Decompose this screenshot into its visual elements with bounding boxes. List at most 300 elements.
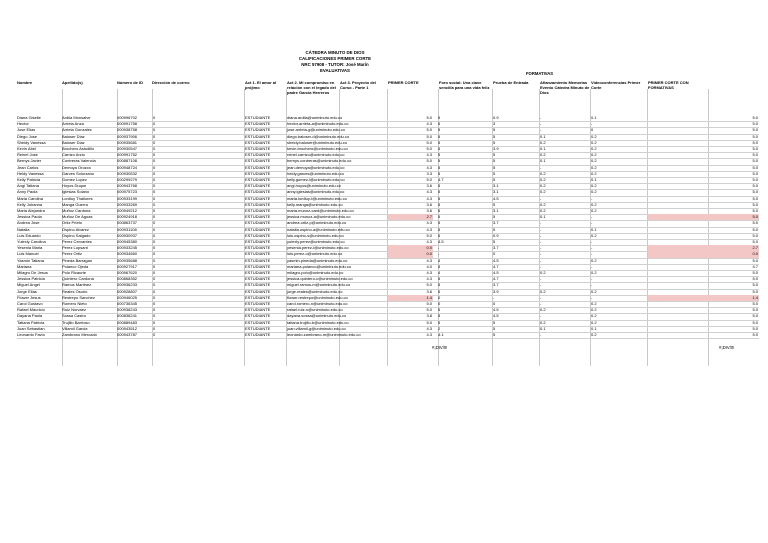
table-cell: 0.2 (540, 208, 546, 213)
table-cell: - (540, 313, 542, 319)
table-cell: 4.3 (426, 257, 432, 263)
table-cell: 5 (438, 121, 441, 127)
table-cell: 0.2 (591, 313, 597, 319)
table-cell: ESTUDIANTE (245, 251, 271, 257)
table-cell: ESTUDIANTE (245, 164, 271, 170)
table-cell: ESTUDIANTE (245, 115, 271, 120)
table-cell: Jorge Elias (17, 288, 37, 294)
table-cell: 4.3 (426, 152, 432, 158)
table-cell: 3.6 (426, 201, 432, 207)
table-cell: 0.2 (591, 307, 597, 313)
table-cell: - (591, 263, 593, 269)
header-act3: Act 3. Proyecto del Curso - Parte 1 (340, 80, 377, 91)
table-cell: Milagro De Jesus (17, 270, 48, 275)
table-cell: sheidy.baloser@uniminuto.edu.co (287, 139, 348, 145)
table-cell: 4.5 (493, 257, 499, 263)
table-cell: 4.3 (426, 270, 432, 275)
table-cell: 000930937 (117, 232, 138, 238)
title-line: CALIFICACIONES PRIMER CORTE (298, 56, 372, 61)
title-line: CÁTEDRA MINUTO DE DIOS (305, 50, 365, 55)
table-cell: - (540, 232, 542, 238)
table-cell: Demoya Orozco (62, 164, 91, 170)
table-cell: 5 (438, 307, 441, 313)
table-cell: 0.2 (591, 164, 597, 170)
header-numero-id: Número de ID (117, 80, 144, 85)
table-cell: 3 (493, 121, 496, 127)
table-cell: 000931108 (117, 226, 137, 232)
table-cell: 0.2 (540, 139, 546, 145)
table-cell: 0.2 (591, 288, 597, 294)
table-cell: - (540, 195, 542, 201)
table-cell: Contreras Valencia (62, 158, 96, 164)
table-cell: 3.3 (426, 170, 432, 176)
table-cell: 4.7 (493, 276, 499, 282)
table-cell: kevin.brochero@uniminuto.edu.co (287, 146, 348, 151)
table-cell: Rafael Mauricio (17, 307, 45, 313)
header-act2: Act 2. Mi compromiso en relación con el legado del padre García Herreros (287, 80, 336, 96)
table-cell: 0 (153, 294, 156, 300)
table-cell: 5.0 (426, 139, 432, 145)
table-cell: 3.7 (493, 282, 499, 288)
table-cell: 000975723 (117, 189, 138, 195)
table-cell: Luis Eduardo (17, 232, 41, 238)
table-cell: Reales Osorio (62, 288, 88, 294)
table-cell: 5 (438, 115, 441, 120)
header-primer-corte-formativas: PRIMER CORTE CON FORMATIVAS (648, 80, 689, 91)
table-cell: 5.0 (752, 201, 758, 207)
table-cell: Angi Tatiana (17, 183, 39, 189)
formativas-label: FORMATIVAS (526, 71, 554, 76)
table-cell: 0.2 (591, 270, 597, 275)
table-cell: 4.5 (493, 313, 499, 319)
div-error-cell: #¡DIV/0! (432, 345, 448, 350)
table-cell: 5 (438, 201, 441, 207)
table-cell: 5 (438, 208, 441, 213)
table-cell: 0.2 (591, 152, 597, 158)
table-cell: 5.0 (752, 170, 758, 176)
table-cell: 5.0 (426, 232, 432, 238)
table-cell: 0.2 (591, 232, 597, 238)
table-cell: leonardo.zambrano-m@uniminuto.edu.co (287, 332, 361, 337)
table-cell: - (591, 294, 593, 300)
table-cell: 5.0 (426, 133, 432, 139)
table-cell: 5 (438, 313, 441, 319)
table-cell: 0 (153, 214, 156, 220)
table-cell: 0 (153, 121, 156, 127)
table-cell: 000299279 (117, 177, 138, 182)
table-cell: diego.baloser-d@uniminuto.edu.co (287, 133, 350, 139)
table-cell: 0 (153, 201, 156, 207)
table-cell: ESTUDIANTE (245, 301, 271, 306)
table-cell: 0 (153, 270, 156, 275)
table-cell: - (591, 245, 593, 251)
table-cell: Lordluy Thallores (62, 195, 93, 201)
table-cell: 0.2 (591, 146, 597, 151)
table-cell: ESTUDIANTE (245, 183, 271, 189)
table-cell: 0 (153, 195, 156, 201)
table-cell: 4.1 (438, 332, 444, 337)
table-cell: 0.2 (540, 319, 546, 325)
table-cell: 000930547 (117, 146, 138, 151)
table-cell: Trujillo Barrioso (62, 319, 90, 325)
table-cell: miguel.ramos-m@uniminuto.edu.co (287, 282, 351, 288)
table-cell: jorge.reales@uniminuto.edu.co (287, 288, 343, 294)
table-cell: Baloser Diaz (62, 133, 85, 139)
table-cell: 5 (438, 288, 441, 294)
table-cell: rafael.ruiz-n@uniminuto.edu.co (287, 307, 343, 313)
table-cell: maria.munoz-card@uniminuto.edu.co (287, 208, 354, 213)
table-cell: ESTUDIANTE (245, 263, 271, 269)
table-cell: Brochero Astudillo (62, 146, 95, 151)
table-cell: 000868352 (117, 276, 138, 282)
title-line: NRC 57908 - TUTOR: José Marín (301, 62, 369, 67)
table-cell: - (540, 282, 542, 288)
table-cell: 0.2 (540, 201, 546, 207)
table-cell: 5 (438, 263, 441, 269)
table-cell: 0.2 (540, 152, 546, 158)
table-cell: 3.6 (426, 208, 432, 213)
table-cell: 0 (493, 251, 496, 257)
table-cell: 0 (153, 115, 156, 120)
table-cell: 5 (493, 158, 496, 164)
table-cell: 5.0 (752, 133, 758, 139)
table-cell: Muñoz De Aguas (62, 214, 93, 220)
table-cell: juan.villamil-g@uniminuto.edu.co (287, 325, 346, 331)
table-cell: 0.2 (591, 208, 597, 213)
table-cell: tatiana.trujillo-b@uniminuto.edu.co (287, 319, 349, 325)
table-cell: Ramos Martinez (62, 282, 92, 288)
table-cell: 5 (438, 282, 441, 288)
table-cell: 2 (438, 325, 441, 331)
table-cell: Polanco Ojeda (62, 263, 89, 269)
table-cell: Maria Carolina (17, 195, 44, 201)
table-cell: 0 (153, 152, 156, 158)
table-cell: 4.3 (426, 325, 432, 331)
table-cell: 0.2 (591, 189, 597, 195)
table-cell: - (540, 276, 542, 282)
table-cell: 000936233 (117, 282, 138, 288)
table-cell: 5.0 (752, 139, 758, 145)
table-cell: 000938758 (117, 127, 138, 133)
table-cell: Andrea Jose (17, 220, 40, 226)
table-cell: 0.2 (591, 158, 597, 164)
table-cell: - (540, 115, 542, 120)
table-cell: 0.2 (540, 183, 546, 189)
table-cell: 0 (438, 294, 441, 300)
table-cell: Arrieta Anza (62, 121, 84, 127)
header-prueba: Prueba de Entrada (493, 80, 529, 85)
table-cell: bernys.contreras@uniminuto.edu.co (287, 158, 352, 164)
table-cell: ESTUDIANTE (245, 214, 271, 220)
table-cell: - (540, 301, 542, 306)
table-cell: ESTUDIANTE (245, 319, 271, 325)
table-cell: 4.7 (493, 263, 499, 269)
table-cell: Villamil Garcia (62, 325, 88, 331)
table-cell: 5 (438, 139, 441, 145)
table-cell: 000943512 (117, 325, 138, 331)
table-cell: ESTUDIANTE (245, 152, 271, 158)
table-cell: 0.2 (591, 301, 597, 306)
table-cell: ESTUDIANTE (245, 226, 271, 232)
table-cell: 5.0 (426, 307, 432, 313)
table-cell: Ruiz Norvaez (62, 307, 87, 313)
table-cell: 5.0 (752, 226, 758, 232)
table-cell: ESTUDIANTE (245, 282, 271, 288)
table-cell: Maria Alejandra (17, 208, 45, 213)
table-cell: 000948724 (117, 164, 138, 170)
table-cell: 5 (493, 332, 496, 337)
table-cell: - (540, 127, 542, 133)
table-cell: - (591, 239, 593, 244)
table-cell: 1.4 (388, 295, 433, 301)
table-cell: angi.hoyos@uniminuto.edu.co (287, 183, 341, 189)
table-cell: 5 (493, 201, 496, 207)
table-cell: 5.0 (752, 232, 758, 238)
table-cell: ESTUDIANTE (245, 127, 271, 133)
table-cell: 5.0 (426, 177, 432, 182)
table-cell: 0.1 (540, 158, 546, 164)
table-cell: Dayana Paola (17, 313, 43, 319)
table-cell: Zambrano Mercado (62, 332, 97, 337)
table-cell: 5.0 (752, 301, 758, 306)
table-cell: 0 (153, 288, 156, 294)
table-cell: ESTUDIANTE (245, 177, 271, 182)
table-cell: 5.0 (426, 319, 432, 325)
table-cell: - (540, 251, 542, 257)
header-correo: Dirección de correo (152, 80, 190, 85)
table-cell: 5.0 (752, 319, 758, 325)
table-cell: 4.5 (493, 307, 499, 313)
table-row (17, 332, 759, 339)
table-cell: heidy.garces@uniminuto.edu.co (287, 170, 344, 176)
table-cell: 5 (438, 127, 441, 133)
table-cell: - (540, 263, 542, 269)
table-cell: 000935688 (117, 257, 138, 263)
table-cell: carol.romero-n@uniminuto.edu.co (287, 301, 348, 306)
table-cell: 3.6 (426, 288, 432, 294)
table-cell: 0.1 (540, 214, 546, 220)
table-cell: 5.0 (752, 195, 758, 201)
table-cell: 3.7 (493, 245, 499, 251)
table-cell: Pineda Barragan (62, 257, 93, 263)
table-cell: 0.0 (648, 251, 759, 257)
table-cell: 000943768 (117, 183, 138, 189)
table-cell: ESTUDIANTE (245, 232, 271, 238)
table-cell: - (438, 251, 440, 257)
table-cell: Juan Sebastian (17, 325, 45, 331)
table-cell: ESTUDIANTE (245, 208, 271, 213)
table-cell: ESTUDIANTE (245, 245, 271, 251)
header-act1: Act 1. El amor al prójimo (245, 80, 277, 91)
table-cell: 5 (438, 158, 441, 164)
table-cell: 5 (438, 170, 441, 176)
table-cell: Yesenia Maria (17, 245, 43, 251)
table-cell: yesenia.perez-l@uniminuto.edu.co (287, 245, 349, 251)
table-cell: 0 (153, 332, 156, 337)
table-cell: luis.perez-o@uniminuto.edu.co (287, 251, 343, 257)
table-cell: 000933245 (117, 245, 138, 251)
table-cell: 5 (493, 170, 496, 176)
table-cell: 3.9 (493, 146, 499, 151)
table-cell: 4.3 (426, 195, 432, 201)
table-cell: 3.1 (493, 189, 499, 195)
table-cell: Mariana (17, 263, 32, 269)
table-cell: 0 (153, 127, 156, 133)
table-cell: 000933199 (117, 195, 138, 201)
table-cell: 5.0 (752, 307, 758, 313)
table-cell: 0.2 (591, 170, 597, 176)
table-cell: 4.3 (426, 220, 432, 226)
table-cell: Reinel Jose (17, 152, 38, 158)
table-cell: 0 (153, 177, 156, 182)
table-cell: 0 (153, 276, 156, 282)
table-cell: - (591, 282, 593, 288)
table-cell: Perez Lopsant (62, 245, 88, 251)
table-cell: yasmin.pineda@uniminuto.edu.co (287, 257, 348, 263)
table-cell: hector.arrieta-a@uniminuto.edu.co (287, 121, 349, 127)
table-cell: reinel.carrizo@uniminuto.edu.co (287, 152, 345, 158)
table-cell: 5 (493, 133, 496, 139)
table-cell: 5.0 (752, 332, 758, 337)
table-cell: 0.0 (388, 251, 433, 257)
table-cell: - (493, 294, 495, 300)
table-cell: Arrieta Gonzalez (62, 127, 92, 133)
table-cell: 0.1 (591, 177, 597, 182)
table-cell: Manga Guerra (62, 201, 88, 207)
table-cell: - (591, 251, 593, 257)
table-cell: 5.0 (752, 282, 758, 288)
table-cell: 0.2 (591, 257, 597, 263)
table-cell: 5 (438, 189, 441, 195)
table-cell: 5 (493, 139, 496, 145)
table-cell: ESTUDIANTE (245, 146, 271, 151)
table-cell: 5 (438, 232, 441, 238)
table-cell: flower.restrepo@uniminuto.edu.co (287, 294, 348, 300)
table-cell: ESTUDIANTE (245, 220, 271, 226)
table-cell: 3.8 (426, 313, 432, 319)
table-cell: maria.lordluy-t@uniminuto.edu.co (287, 195, 347, 201)
table-cell: 000935681 (117, 139, 138, 145)
table-cell: ESTUDIANTE (245, 201, 271, 207)
table-cell: Carrizo Arzio (62, 152, 85, 158)
header-foro: Foro social: Una clave sencilla para una vida feliz (439, 80, 490, 91)
table-cell: 0.1 (591, 325, 597, 331)
table-cell: 4 (438, 257, 441, 263)
table-cell: 5.0 (426, 127, 432, 133)
table-cell: 5.0 (752, 288, 758, 294)
table-cell: Polo Ricaurte (62, 270, 87, 275)
table-cell: 0.2 (591, 133, 597, 139)
table-cell: ESTUDIANTE (245, 189, 271, 195)
table-cell: 0.1 (540, 133, 546, 139)
table-cell: 4 (438, 270, 441, 275)
table-cell: dayana.sossa@uniminuto.edu.co (287, 313, 347, 319)
table-cell: - (438, 245, 440, 251)
table-cell: Jessica Patricia (17, 276, 45, 282)
table-cell: 5.0 (752, 220, 758, 226)
header-nombre: Nombre (17, 80, 33, 85)
table-cell: Luis Manuel (17, 251, 39, 257)
table-cell: jessica.munoz-a@uniminuto.edu.co (287, 214, 351, 220)
table-cell: 0.1 (591, 115, 597, 120)
table-cell: Muñoz Cardona (62, 208, 91, 213)
table-cell: 4.5 (493, 195, 499, 201)
table-cell: 4.7 (752, 263, 758, 269)
table-cell: 000928807 (117, 288, 138, 294)
table-cell: 000930532 (117, 170, 138, 176)
table-cell: 0.2 (591, 139, 597, 145)
table-cell: 0.2 (540, 307, 546, 313)
table-cell: 0 (153, 220, 156, 226)
table-cell: 0 (153, 226, 156, 232)
table-cell: Sheidy Vanessa (17, 139, 46, 145)
table-cell: 4.3 (426, 121, 432, 127)
table-cell: 000946025 (117, 294, 138, 300)
header-primer-corte: PRIMER CORTE (388, 80, 419, 85)
table-cell: 2.7 (388, 214, 433, 220)
table-cell: 0 (591, 127, 594, 133)
table-cell: 0.2 (591, 183, 597, 189)
table-cell: 5 (493, 226, 496, 232)
table-cell: 5.0 (752, 276, 758, 282)
table-cell: natalia.ospino-a@uniminuto.edu.co (287, 226, 350, 232)
table-cell: Miguel Angel (17, 282, 40, 288)
table-cell: kelly.manga@uniminuto.edu.co (287, 201, 343, 207)
header-afianzamiento: Afianzamiento Memorias Evento Cátedra Minuto de Dios (540, 80, 590, 96)
header-apellidos: Apellido(s) (62, 80, 83, 85)
table-cell: 0 (153, 239, 156, 244)
table-cell: Anny Paola (17, 189, 38, 195)
table-cell: 000967620 (117, 270, 138, 275)
table-cell: 5 (438, 214, 441, 220)
table-cell: 0.2 (591, 201, 597, 207)
table-cell: 5.0 (752, 189, 758, 195)
table-cell: Yulexly Carolina (17, 239, 46, 244)
table-cell: luis.ospino-s@uniminuto.edu.co (287, 232, 344, 238)
table-cell: 5 (438, 226, 441, 232)
table-cell: - (540, 257, 542, 263)
table-cell: 5 (438, 195, 441, 201)
table-cell: ESTUDIANTE (245, 313, 271, 319)
table-cell: 0 (153, 263, 156, 269)
table-cell: 000838241 (117, 313, 138, 319)
table-cell: Hector (17, 121, 29, 127)
table-cell: 0.2 (540, 189, 546, 195)
table-cell: 0 (153, 164, 156, 170)
table-cell: Kevin Abel (17, 146, 36, 151)
table-cell: 0 (153, 208, 156, 213)
table-cell: jessica.quintero-c@uniminuto.edu.co (287, 276, 353, 282)
table-cell: ESTUDIANTE (245, 294, 271, 300)
table-cell: ESTUDIANTE (245, 158, 271, 164)
table-cell: 000924918 (117, 214, 138, 220)
table-cell: 0 (153, 189, 156, 195)
table-cell: jean.demoya@uniminuto.edu.co (287, 164, 345, 170)
table-cell: 5.0 (752, 152, 758, 158)
table-cell: 4.5 (438, 239, 444, 244)
table-cell: 0.2 (540, 170, 546, 176)
table-cell: 0.2 (540, 270, 546, 275)
table-cell: Kelly Patricia (17, 177, 41, 182)
table-cell: 000943787 (117, 332, 138, 337)
table-cell: 0 (153, 232, 156, 238)
table-cell: Sossa Castro (62, 313, 87, 319)
table-cell: ESTUDIANTE (245, 239, 271, 244)
table-cell: 5 (493, 127, 496, 133)
table-cell: Jean Carlos (17, 164, 39, 170)
table-cell: 4.0 (426, 263, 432, 269)
table-cell: 0 (153, 257, 156, 263)
